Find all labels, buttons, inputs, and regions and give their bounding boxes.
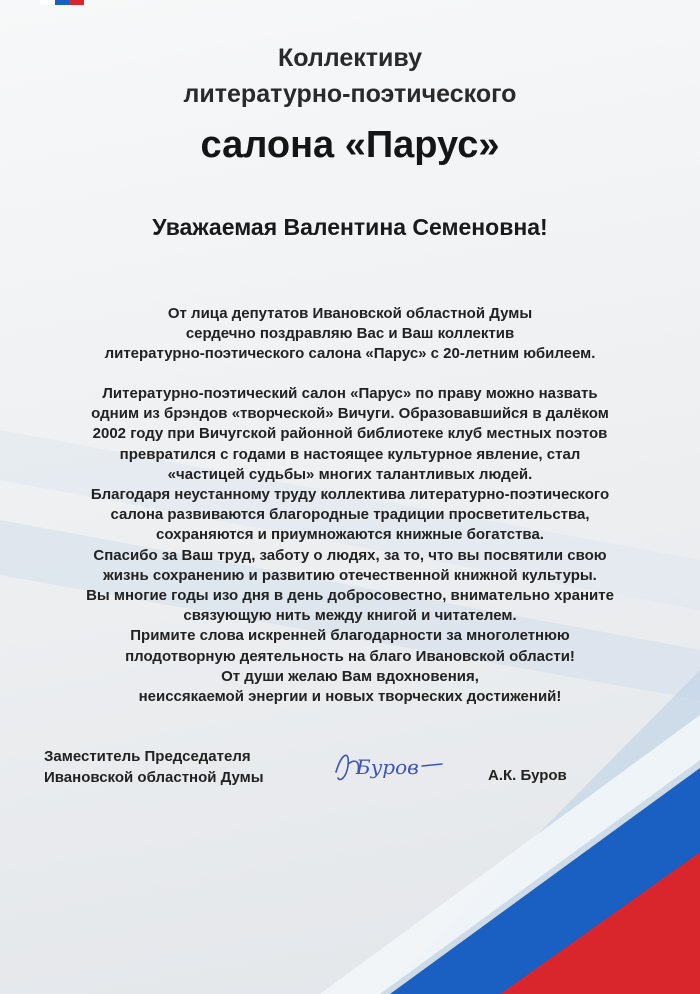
paragraph-line: Вы многие годы изо дня в день добросовестно, внимательно храните (86, 587, 614, 605)
handwritten-signature (330, 744, 470, 792)
header-line-2: литературно-поэтического (183, 80, 517, 108)
paragraph-line: От лица депутатов Ивановской областной Думы (167, 305, 533, 322)
signatory-title (44, 746, 264, 788)
paragraph-line: одним из брэндов «творческой» Вичуги. Образовавшийся в далёком (91, 405, 609, 423)
paragraph-line: 2002 году при Вичугской районной библиотеке клуб местных поэтов (92, 425, 608, 443)
paragraph-line: литературно-поэтического салона «Парус» с 20-летним юбилеем. (104, 345, 596, 363)
paragraph-line: связующую нить между книгой и читателем. (183, 607, 517, 625)
paragraph-1 (30, 304, 670, 365)
salutation: Уважаемая Валентина Семеновна! (152, 214, 548, 240)
paragraph-line: сохраняются и приумножаются книжные богатства. (156, 526, 544, 544)
paragraph-2 (30, 384, 670, 707)
paragraph-line: «частицей судьбы» многих талантливых людей. (167, 465, 533, 483)
paragraph-line: Спасибо за Ваш труд, заботу о людях, за то, что вы посвятили свою (93, 546, 607, 564)
paragraph-line: От души желаю Вам вдохновения, (221, 667, 479, 685)
paragraph-line: превратился с годами в настоящее культурное явление, стал (119, 445, 581, 463)
paragraph-line: неиссякаемой энергии и новых творческих достижений! (138, 688, 562, 706)
signatory-title-line-2: Ивановской областной Думы (44, 769, 264, 786)
header-line-1: Коллективу (277, 44, 423, 72)
paragraph-line: сердечно поздравляю Вас и Ваш коллектив (185, 325, 515, 343)
signature-tail (422, 764, 442, 766)
header-line-3: салона «Парус» (200, 124, 500, 166)
signature-text: Буров (356, 755, 419, 779)
paragraph-line: салона развиваются благородные традиции просветительства, (110, 506, 590, 524)
paragraph-line: Благодаря неустанному труду коллектива литературно-поэтического (90, 486, 610, 504)
paragraph-line: жизнь сохранению и развитию отечественной книжной культуры. (103, 566, 597, 584)
paragraph-line: Литературно-поэтический салон «Парус» по праву можно назвать (102, 385, 598, 402)
signatory-title-line-1: Заместитель Председателя (44, 748, 251, 765)
paragraph-line: Примите слова искренней благодарности за многолетнюю (130, 627, 570, 645)
paragraph-line: плодотворную деятельность на благо Ивановской области! (125, 647, 575, 665)
signatory-name: А.К. Буров (488, 767, 567, 784)
